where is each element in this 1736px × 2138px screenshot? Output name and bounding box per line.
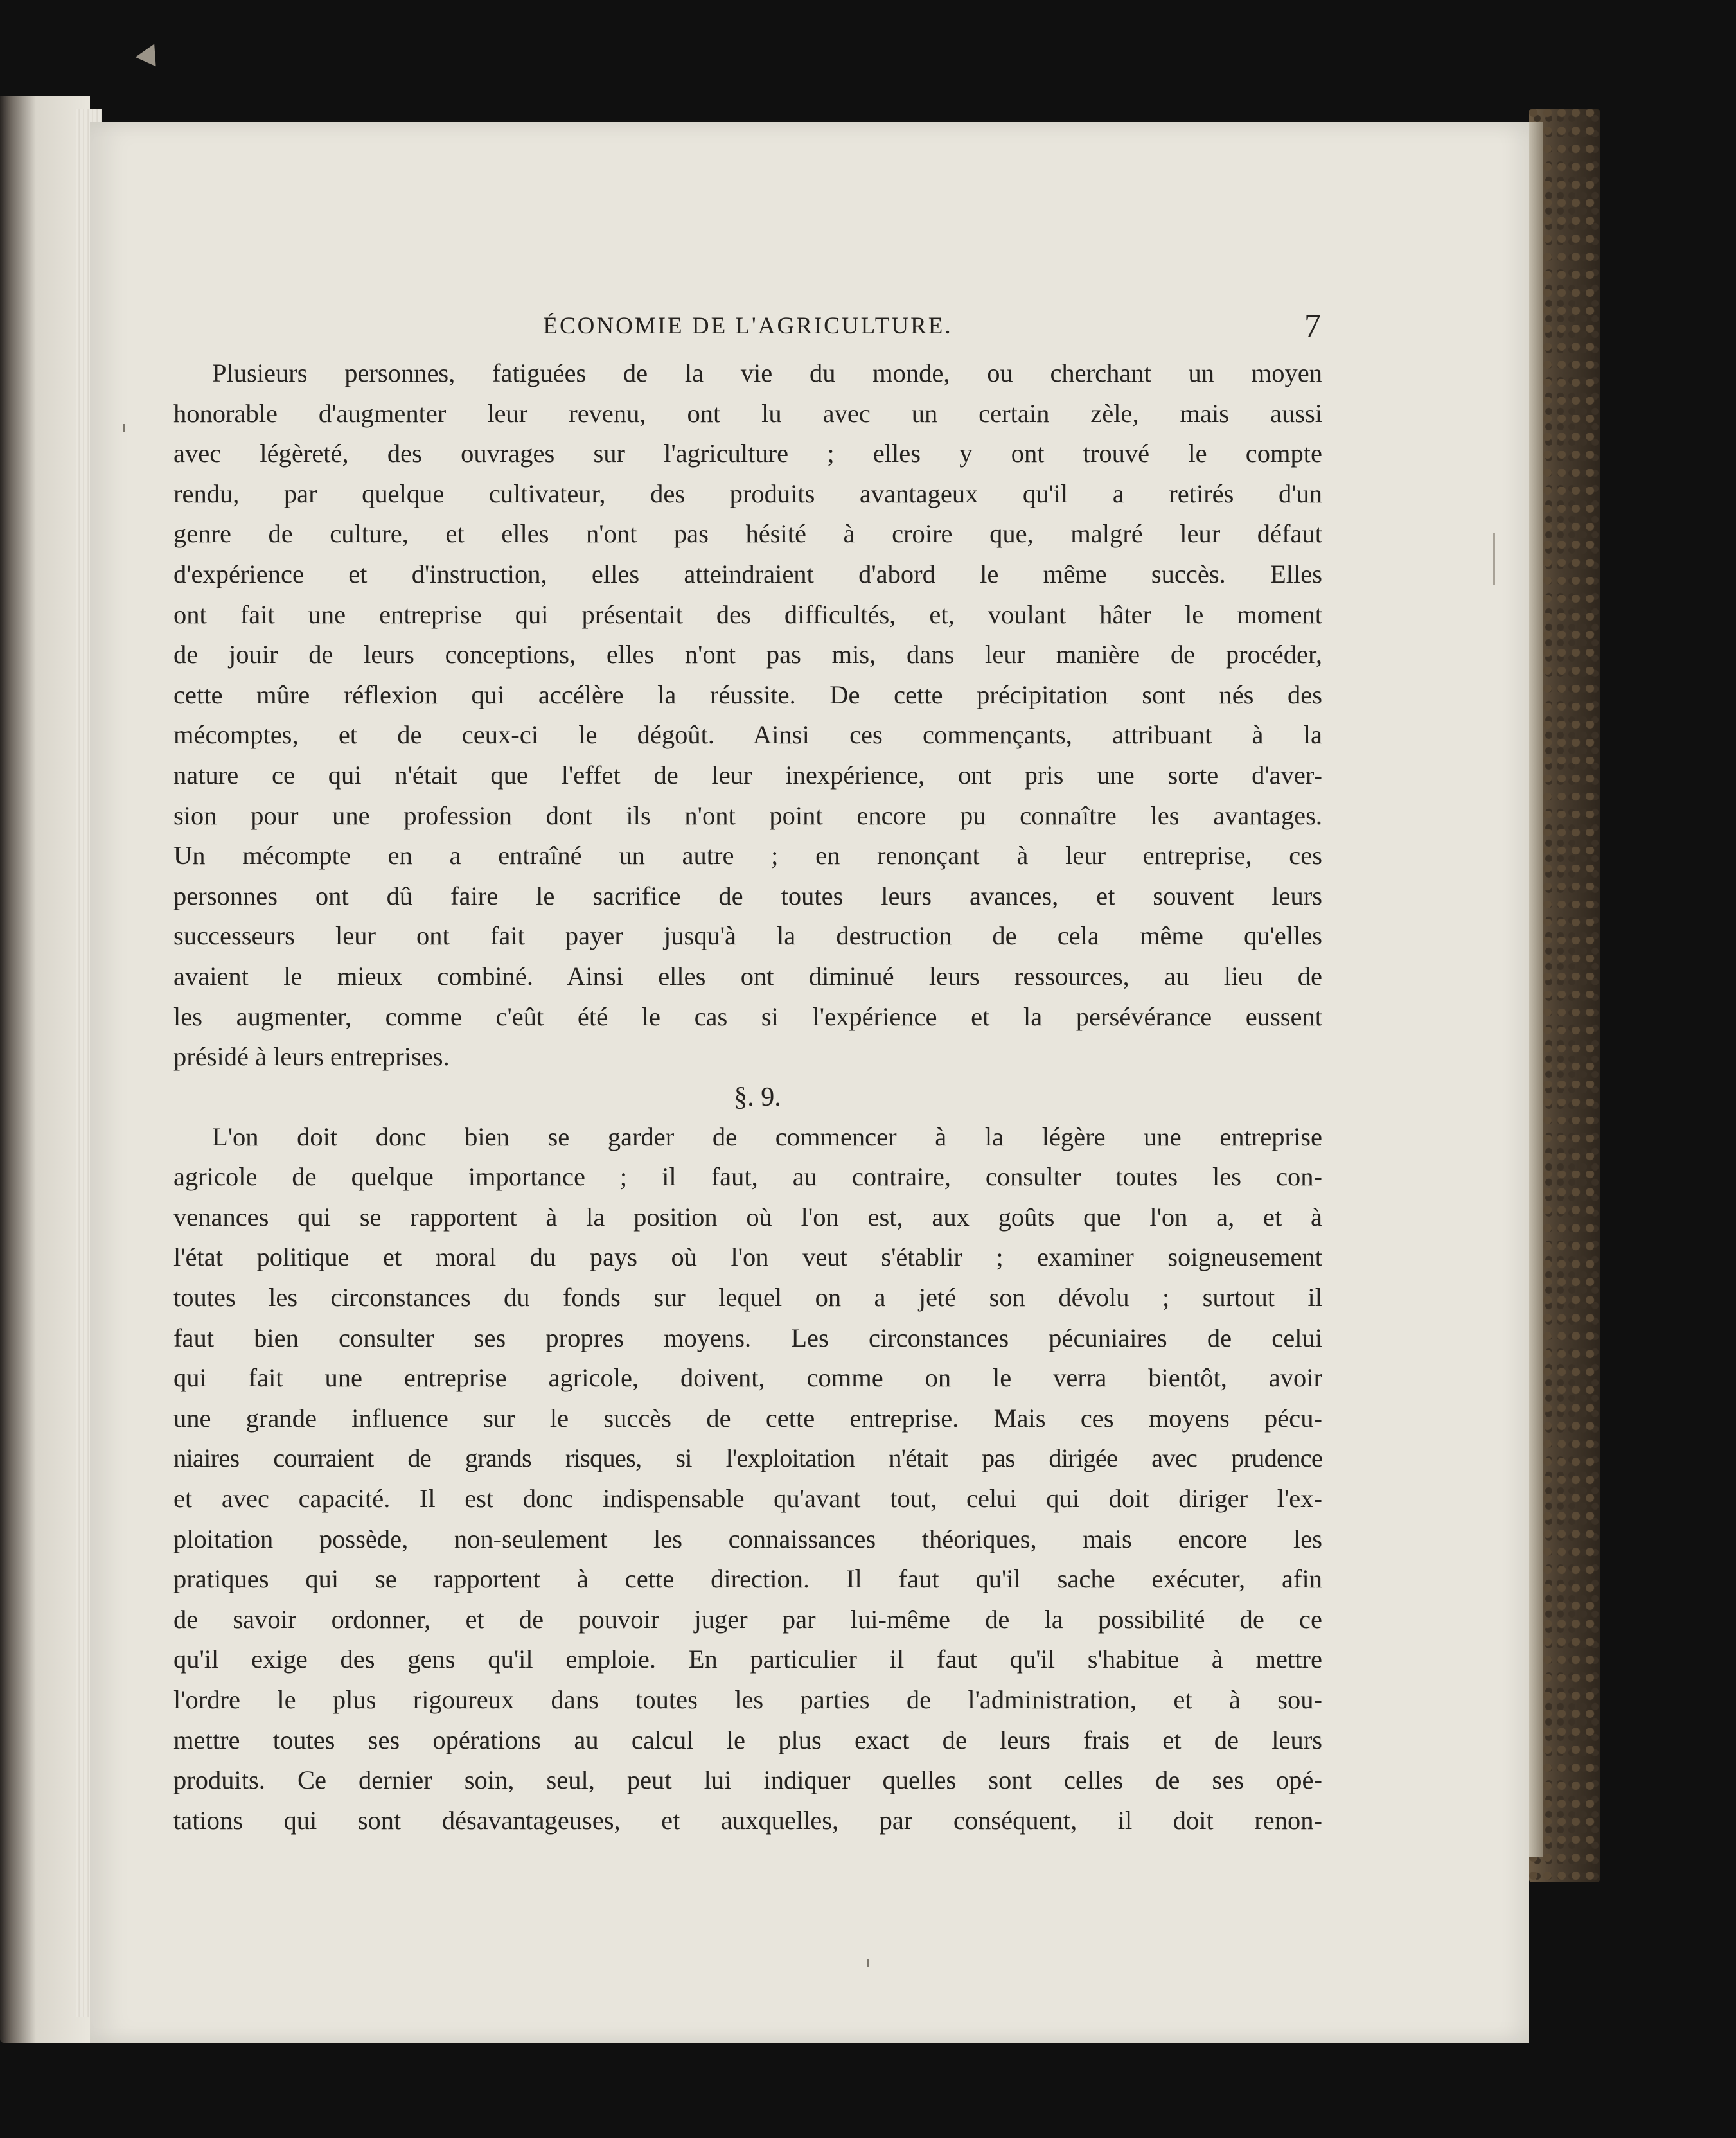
text-line: présidé à leurs entreprises. (173, 1042, 450, 1072)
text-line: personnes ont dû faire le sacrifice de toutes leurs avances, et souvent leurs (173, 881, 1322, 910)
text-line: l'ordre le plus rigoureux dans toutes les parties de l'administration, et à sou- (173, 1685, 1322, 1714)
corner-marker-icon (136, 44, 166, 73)
page-number: 7 (1304, 308, 1321, 344)
text-line: une grande influence sur le succès de cette entreprise. Mais ces moyens pécu- (173, 1403, 1322, 1433)
text-line: les augmenter, comme c'eût été le cas si l'expérience et la persévérance eussent (173, 1002, 1322, 1031)
text-line: successeurs leur ont fait payer jusqu'à la destruction de cela même qu'elles (173, 921, 1322, 951)
paragraph-1 (173, 353, 1322, 1077)
text-line: faut bien consulter ses propres moyens. Les circonstances pécuniaires de celui (173, 1323, 1322, 1352)
text-line: ploitation possède, non-seulement les connaissances théoriques, mais encore les (173, 1524, 1322, 1553)
margin-mark (1493, 533, 1495, 585)
text-line: Plusieurs personnes, fatiguées de la vie du monde, ou cherchant un moyen (212, 358, 1322, 387)
text-line: et avec capacité. Il est donc indispensable qu'avant tout, celui qui doit diriger l'ex- (173, 1484, 1322, 1514)
text-line: cette mûre réflexion qui accélère la réussite. De cette précipitation sont nés des (173, 680, 1322, 709)
text-line: toutes les circonstances du fonds sur lequel on a jeté son dévolu ; surtout il (173, 1283, 1322, 1312)
text-line: genre de culture, et elles n'ont pas hésité à croire que, malgré leur défaut (173, 519, 1322, 549)
running-title: ÉCONOMIE DE L'AGRICULTURE. (543, 313, 953, 339)
text-line: niaires courraient de grands risques, si l'exploitation n'était pas dirigée avec prudence (173, 1444, 1322, 1473)
text-line: avec légèreté, des ouvrages sur l'agriculture ; elles y ont trouvé le compte (173, 439, 1322, 468)
text-line: l'état politique et moral du pays où l'on veut s'établir ; examiner soigneusement (173, 1242, 1322, 1272)
text-line: produits. Ce dernier soin, seul, peut lui indiquer quelles sont celles de ses opé- (173, 1765, 1322, 1795)
running-head (173, 307, 1322, 353)
text-column (173, 307, 1322, 1841)
paragraph-2 (173, 1117, 1322, 1841)
text-line: de savoir ordonner, et de pouvoir juger par lui-même de la possibilité de ce (173, 1604, 1322, 1634)
text-line: qu'il exige des gens qu'il emploie. En particulier il faut qu'il s'habitue à mettre (173, 1645, 1322, 1674)
text-line: mettre toutes ses opérations au calcul le plus exact de leurs frais et de leurs (173, 1725, 1322, 1754)
text-line: honorable d'augmenter leur revenu, ont lu avec un certain zèle, mais aussi (173, 398, 1322, 428)
text-line: sion pour une profession dont ils n'ont point encore pu connaître les avantages. (173, 800, 1322, 830)
page-speck (123, 424, 125, 432)
text-line: Un mécompte en a entraîné un autre ; en renonçant à leur entreprise, ces (173, 841, 1322, 870)
section-heading: §. 9. (734, 1082, 781, 1112)
text-line: rendu, par quelque cultivateur, des produits avantageux qu'il a retirés d'un (173, 479, 1322, 508)
text-line: nature ce qui n'était que l'effet de leur inexpérience, ont pris une sorte d'aver- (173, 760, 1322, 790)
text-line: pratiques qui se rapportent à cette direction. Il faut qu'il sache exécuter, afin (173, 1564, 1322, 1594)
text-line: de jouir de leurs conceptions, elles n'ont pas mis, dans leur manière de procéder, (173, 640, 1322, 669)
text-line: ont fait une entreprise qui présentait des difficultés, et, voulant hâter le moment (173, 599, 1322, 629)
page-speck (867, 1959, 869, 1967)
text-line: d'expérience et d'instruction, elles atteindraient d'abord le même succès. Elles (173, 559, 1322, 588)
text-line: venances qui se rapportent à la position où l'on est, aux goûts que l'on a, et à (173, 1202, 1322, 1232)
text-line: avaient le mieux combiné. Ainsi elles ont diminué leurs ressources, au lieu de (173, 961, 1322, 991)
text-line: qui fait une entreprise agricole, doivent, comme on le verra bientôt, avoir (173, 1363, 1322, 1393)
text-line: L'on doit donc bien se garder de commencer à la légère une entreprise (212, 1122, 1322, 1151)
text-line: tations qui sont désavantageuses, et auxquelles, par conséquent, il doit renon- (173, 1805, 1322, 1835)
text-line: mécomptes, et de ceux-ci le dégoût. Ainsi ces commençants, attribuant à la (173, 720, 1322, 750)
text-line: agricole de quelque importance ; il faut, au contraire, consulter toutes les con- (173, 1162, 1322, 1192)
